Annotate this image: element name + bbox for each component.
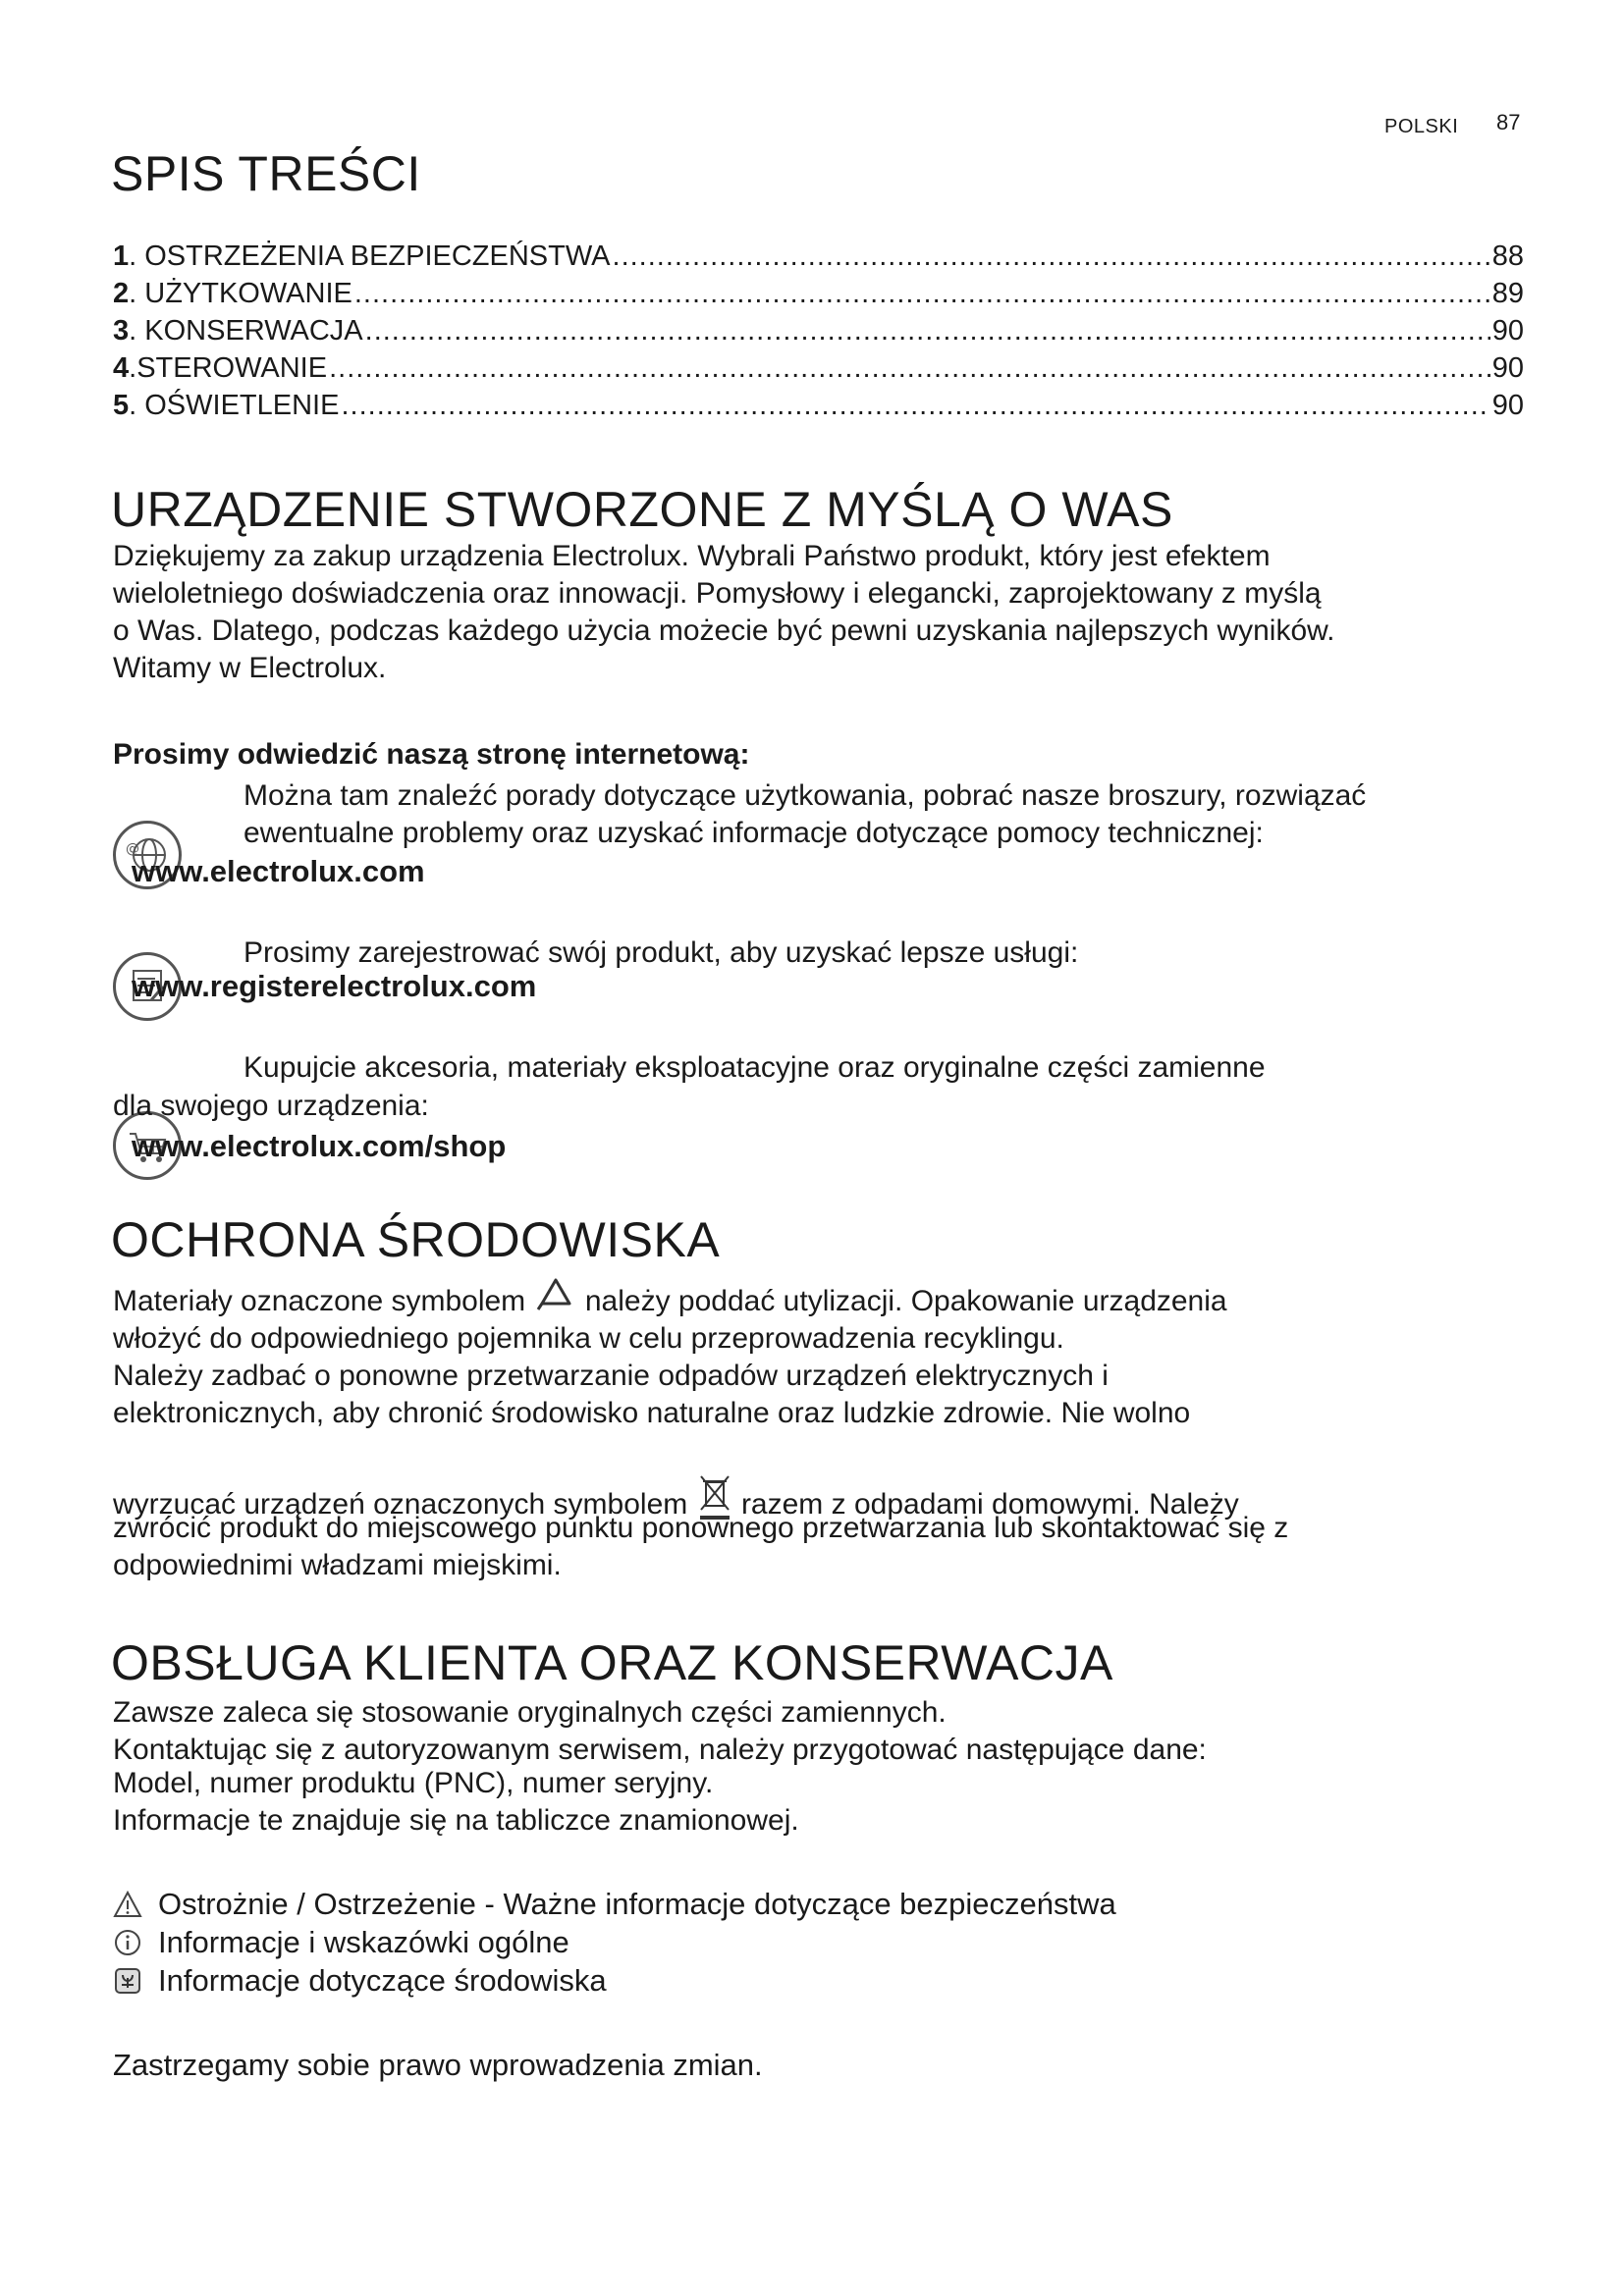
website-block3-line2: dla swojego urządzenia: bbox=[113, 1090, 429, 1122]
website-block1-line: Można tam znaleźć porady dotyczące użytkowania, pobrać nasze broszury, rozwiązać bbox=[244, 779, 1367, 812]
environment-icon bbox=[113, 1966, 142, 1996]
intro-text bbox=[113, 538, 1335, 687]
toc-item-label: .STEROWANIE bbox=[129, 352, 328, 384]
website-block1-text bbox=[244, 777, 1366, 852]
toc-item-label: . UŻYTKOWANIE bbox=[129, 278, 352, 309]
toc-item-page: 90 bbox=[1491, 315, 1524, 347]
environment-line6: zwrócić produkt do miejscowego punktu ponownego przetwarzania lub skontaktować się z bbox=[113, 1512, 1289, 1544]
website-heading: Prosimy odwiedzić naszą stronę internetową: bbox=[113, 738, 750, 771]
toc-dot-leader bbox=[329, 349, 1490, 387]
legend-text: Informacje i wskazówki ogólne bbox=[158, 1925, 569, 1959]
intro-line: o Was. Dlatego, podczas każdego użycia możecie być pewni uzyskania najlepszych wyników. bbox=[113, 614, 1335, 647]
intro-line: wieloletniego doświadczenia oraz innowacji. Pomysłowy i elegancki, zaprojektowany z myślą bbox=[113, 577, 1322, 610]
toc-dot-leader bbox=[341, 387, 1489, 424]
toc-item-number: 5 bbox=[113, 390, 130, 421]
intro-line: Dziękujemy za zakup urządzenia Electrolux. Wybrali Państwo produkt, który jest efektem bbox=[113, 540, 1271, 572]
warning-triangle-icon bbox=[113, 1890, 142, 1919]
toc-item-page: 88 bbox=[1491, 240, 1524, 272]
toc-item[interactable] bbox=[113, 387, 1524, 424]
legend-item-warning bbox=[113, 1887, 1116, 1922]
recycle-icon bbox=[534, 1276, 577, 1313]
service-line: Kontaktując się z autoryzowanym serwisem, należy przygotować następujące dane: bbox=[113, 1734, 1207, 1766]
environment-text: razem z odpadami domowymi. Należy bbox=[740, 1488, 1239, 1521]
service-text bbox=[113, 1694, 1207, 1840]
toc-item-number: 2 bbox=[113, 278, 130, 309]
website-block2-text bbox=[244, 934, 1078, 972]
toc-item-label: . KONSERWACJA bbox=[129, 315, 363, 347]
environment-line3: Należy zadbać o ponowne przetwarzanie odpadów urządzeń elektrycznych i bbox=[113, 1360, 1109, 1392]
environment-line7: odpowiednimi władzami miejskimi. bbox=[113, 1549, 562, 1581]
intro-title: URZĄDZENIE STWORZONE Z MYŚLĄ O WAS bbox=[111, 482, 1173, 537]
toc-item[interactable] bbox=[113, 238, 1524, 275]
toc-item[interactable] bbox=[113, 312, 1524, 349]
environment-line4: elektronicznych, aby chronić środowisko naturalne oraz ludzkie zdrowie. Nie wolno bbox=[113, 1397, 1191, 1429]
legend-item-environment bbox=[113, 1963, 607, 1999]
legend-item-info bbox=[113, 1925, 569, 1960]
website-block3-text bbox=[244, 1049, 1266, 1087]
svg-text:@: @ bbox=[126, 841, 139, 857]
environment-text: należy poddać utylizacji. Opakowanie urządzenia bbox=[584, 1285, 1227, 1317]
website-block3-line: Kupujcie akcesoria, materiały eksploatacyjne oraz oryginalne części zamienne bbox=[244, 1051, 1266, 1084]
toc-item[interactable] bbox=[113, 275, 1524, 312]
toc-item-number: 4 bbox=[113, 352, 130, 384]
shop-link[interactable]: www.electrolux.com/shop bbox=[132, 1129, 507, 1163]
toc-item-label: . OSTRZEŻENIA BEZPIECZEŃSTWA bbox=[129, 240, 611, 272]
toc-item-page: 89 bbox=[1491, 278, 1524, 309]
service-line: Zawsze zaleca się stosowanie oryginalnych części zamiennych. bbox=[113, 1696, 947, 1729]
environment-line2: włożyć do odpowiedniego pojemnika w celu przeprowadzenia recyklingu. bbox=[113, 1322, 1064, 1355]
toc-dot-leader bbox=[354, 275, 1490, 312]
service-line: Model, numer produktu (PNC), numer seryjny. bbox=[113, 1767, 714, 1799]
header-language: POLSKI bbox=[1384, 116, 1459, 137]
service-title: OBSŁUGA KLIENTA ORAZ KONSERWACJA bbox=[111, 1635, 1113, 1690]
table-of-contents bbox=[113, 238, 1524, 424]
environment-text: wyrzucać urządzeń oznaczonych symbolem bbox=[113, 1488, 688, 1521]
electrolux-link[interactable]: www.electrolux.com bbox=[132, 854, 425, 888]
toc-dot-leader bbox=[613, 238, 1490, 275]
intro-line: Witamy w Electrolux. bbox=[113, 652, 387, 684]
legend-text: Ostrożnie / Ostrzeżenie - Ważne informacje dotyczące bezpieczeństwa bbox=[158, 1887, 1116, 1921]
website-block2-line: Prosimy zarejestrować swój produkt, aby uzyskać lepsze usługi: bbox=[244, 936, 1079, 969]
toc-item-label: . OŚWIETLENIE bbox=[129, 390, 340, 421]
environment-title: OCHRONA ŚRODOWISKA bbox=[111, 1212, 721, 1267]
environment-line1 bbox=[113, 1283, 1227, 1321]
toc-item[interactable] bbox=[113, 349, 1524, 387]
legend-text: Informacje dotyczące środowiska bbox=[158, 1963, 607, 1998]
footer-note: Zastrzegamy sobie prawo wprowadzenia zmian. bbox=[113, 2048, 763, 2082]
register-link[interactable]: www.registerelectrolux.com bbox=[132, 969, 537, 1003]
toc-title: SPIS TREŚCI bbox=[111, 146, 421, 201]
info-icon bbox=[113, 1928, 142, 1957]
toc-item-number: 3 bbox=[113, 315, 130, 347]
toc-item-page: 90 bbox=[1491, 352, 1524, 384]
toc-dot-leader bbox=[365, 312, 1490, 349]
service-line: Informacje te znajduje się na tabliczce znamionowej. bbox=[113, 1804, 799, 1837]
toc-item-number: 1 bbox=[113, 240, 130, 272]
toc-item-page: 90 bbox=[1491, 390, 1524, 421]
page-number: 87 bbox=[1496, 110, 1521, 134]
website-block1-line: ewentualne problemy oraz uzyskać informacje dotyczące pomocy technicznej: bbox=[244, 817, 1264, 849]
environment-text: Materiały oznaczone symbolem bbox=[113, 1285, 526, 1317]
